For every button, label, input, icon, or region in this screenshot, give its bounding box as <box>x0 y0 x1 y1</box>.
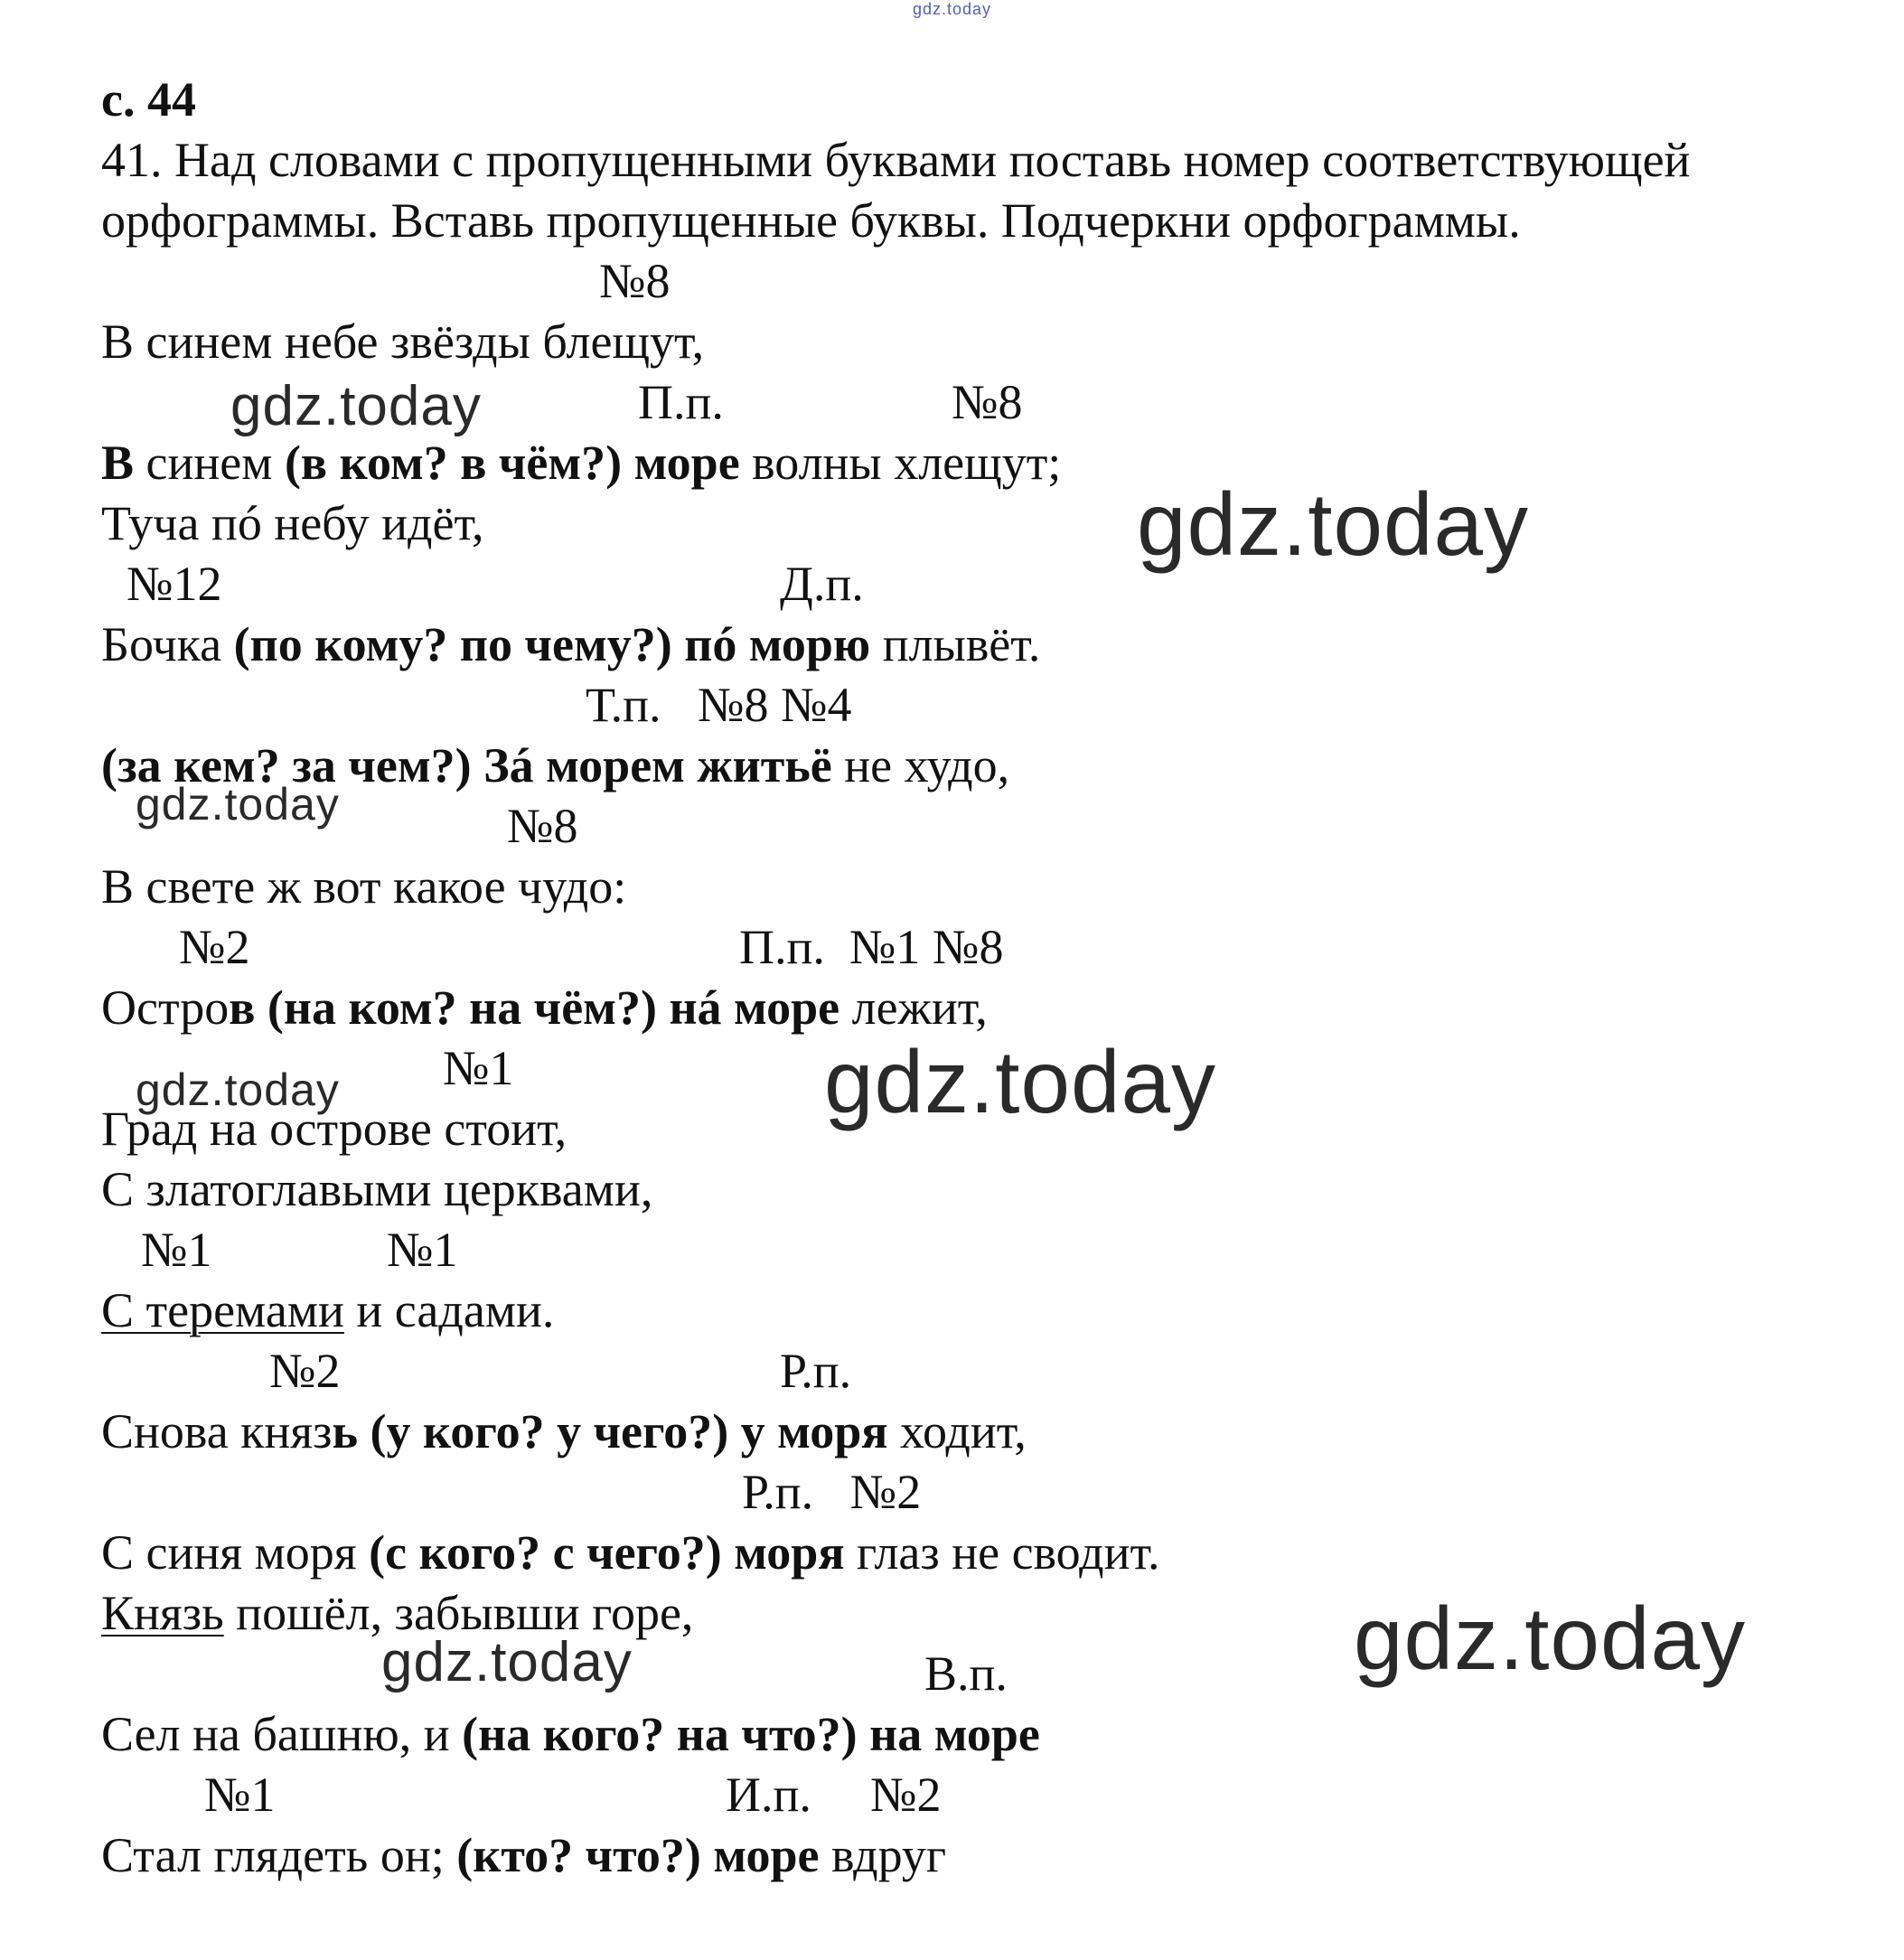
annotation-orthogram: №1 <box>443 1041 514 1095</box>
annotation-orthogram: №1 <box>141 1223 212 1277</box>
task-line-2: орфограммы. Вставь пропущенные буквы. Подчеркни орфограммы. <box>101 193 1521 248</box>
bold-fragment: (в ком? в чём?) море <box>284 436 740 490</box>
annotation-case: Д.п. <box>780 557 864 611</box>
plain-fragment: С синя моря <box>101 1525 370 1580</box>
annotation-case: В.п. <box>924 1646 1008 1701</box>
poem-line-9: С златоглавыми церквами, <box>101 1162 653 1216</box>
annotation-case: Р.п. <box>780 1344 852 1398</box>
poem-line-10 <box>101 1283 554 1337</box>
underlined-fragment: С теремами <box>101 1283 344 1337</box>
annotation-case: П.п. <box>638 375 724 429</box>
watermark: gdz.today <box>1137 474 1529 574</box>
poem-line-1: В синем небе звёзды блещут, <box>101 314 705 369</box>
bold-fragment: (кто? что?) море <box>456 1828 820 1882</box>
annotation-orthogram: №8 <box>599 254 671 308</box>
plain-fragment: Сел на башню, и <box>101 1707 463 1761</box>
plain-fragment: не худо, <box>831 738 1010 792</box>
annotation-case-orthogram: Р.п. №2 <box>742 1465 922 1519</box>
watermark: gdz.today <box>136 1064 340 1115</box>
annotation-orthogram: №1 <box>204 1768 276 1822</box>
plain-fragment: ходит, <box>887 1404 1027 1458</box>
plain-fragment: плывёт. <box>870 617 1041 671</box>
annotation-case-orthograms: Т.п. №8 №4 <box>586 678 852 732</box>
plain-fragment: пошёл, забывши горе, <box>223 1586 694 1640</box>
annotation-case: И.п. <box>726 1768 811 1822</box>
watermark: gdz.today <box>136 779 340 830</box>
bold-fragment: ь (у кого? у чего?) у моря <box>332 1404 888 1458</box>
plain-fragment: и садами. <box>343 1283 555 1337</box>
watermark: gdz.today <box>824 1032 1216 1131</box>
plain-fragment: Стал глядеть он; <box>101 1828 457 1882</box>
annotation-orthogram: №2 <box>269 1344 341 1398</box>
poem-line-15 <box>101 1828 946 1882</box>
annotation-orthogram: №12 <box>127 557 222 611</box>
plain-fragment: лежит, <box>839 980 988 1035</box>
annotation-orthogram: №8 <box>507 799 578 853</box>
bold-fragment: (за кем? за чем?) Зá морем житьё <box>101 738 832 792</box>
poem-line-14 <box>101 1707 1040 1761</box>
plain-fragment: Снова княз <box>101 1404 333 1458</box>
page-number: с. 44 <box>101 72 196 127</box>
plain-fragment: Бочка <box>101 617 234 671</box>
plain-fragment: синем <box>134 436 285 490</box>
annotation-case-orthograms: П.п. №1 №8 <box>739 920 1004 974</box>
watermark: gdz.today <box>381 1631 633 1693</box>
annotation-orthogram: №8 <box>952 375 1023 429</box>
bold-fragment: (по кому? по чему?) пó морю <box>233 617 871 671</box>
annotation-orthogram: №2 <box>179 920 250 974</box>
poem-line-12 <box>101 1525 1160 1580</box>
plain-fragment: Остро <box>101 980 230 1035</box>
plain-fragment: глаз не сводит. <box>844 1525 1160 1580</box>
poem-line-6: В свете ж вот какое чудо: <box>101 859 627 914</box>
plain-fragment: волны хлещут; <box>739 436 1062 490</box>
poem-line-7 <box>101 980 988 1035</box>
bold-fragment: В <box>101 436 135 490</box>
bold-fragment: (с кого? с чего?) моря <box>369 1525 845 1580</box>
poem-line-2 <box>101 436 1061 490</box>
poem-line-3: Туча пó небу идёт, <box>101 496 484 550</box>
poem-line-4 <box>101 617 1040 671</box>
annotation-orthogram: №1 <box>387 1223 458 1277</box>
bold-fragment: в (на ком? на чём?) нá море <box>229 980 840 1035</box>
poem-line-8: Град на острове стоит, <box>101 1102 567 1156</box>
watermark: gdz.today <box>230 375 482 437</box>
watermark-top: gdz.today <box>913 0 992 18</box>
poem-line-11 <box>101 1404 1027 1458</box>
annotation-orthogram: №2 <box>870 1768 942 1822</box>
underlined-fragment: Князь <box>101 1586 224 1640</box>
bold-fragment: (на кого? на что?) на море <box>462 1707 1040 1761</box>
plain-fragment: вдруг <box>819 1828 947 1882</box>
task-line-1: 41. Над словами с пропущенными буквами поставь номер соответствующей <box>101 133 1691 187</box>
watermark: gdz.today <box>1354 1589 1746 1688</box>
